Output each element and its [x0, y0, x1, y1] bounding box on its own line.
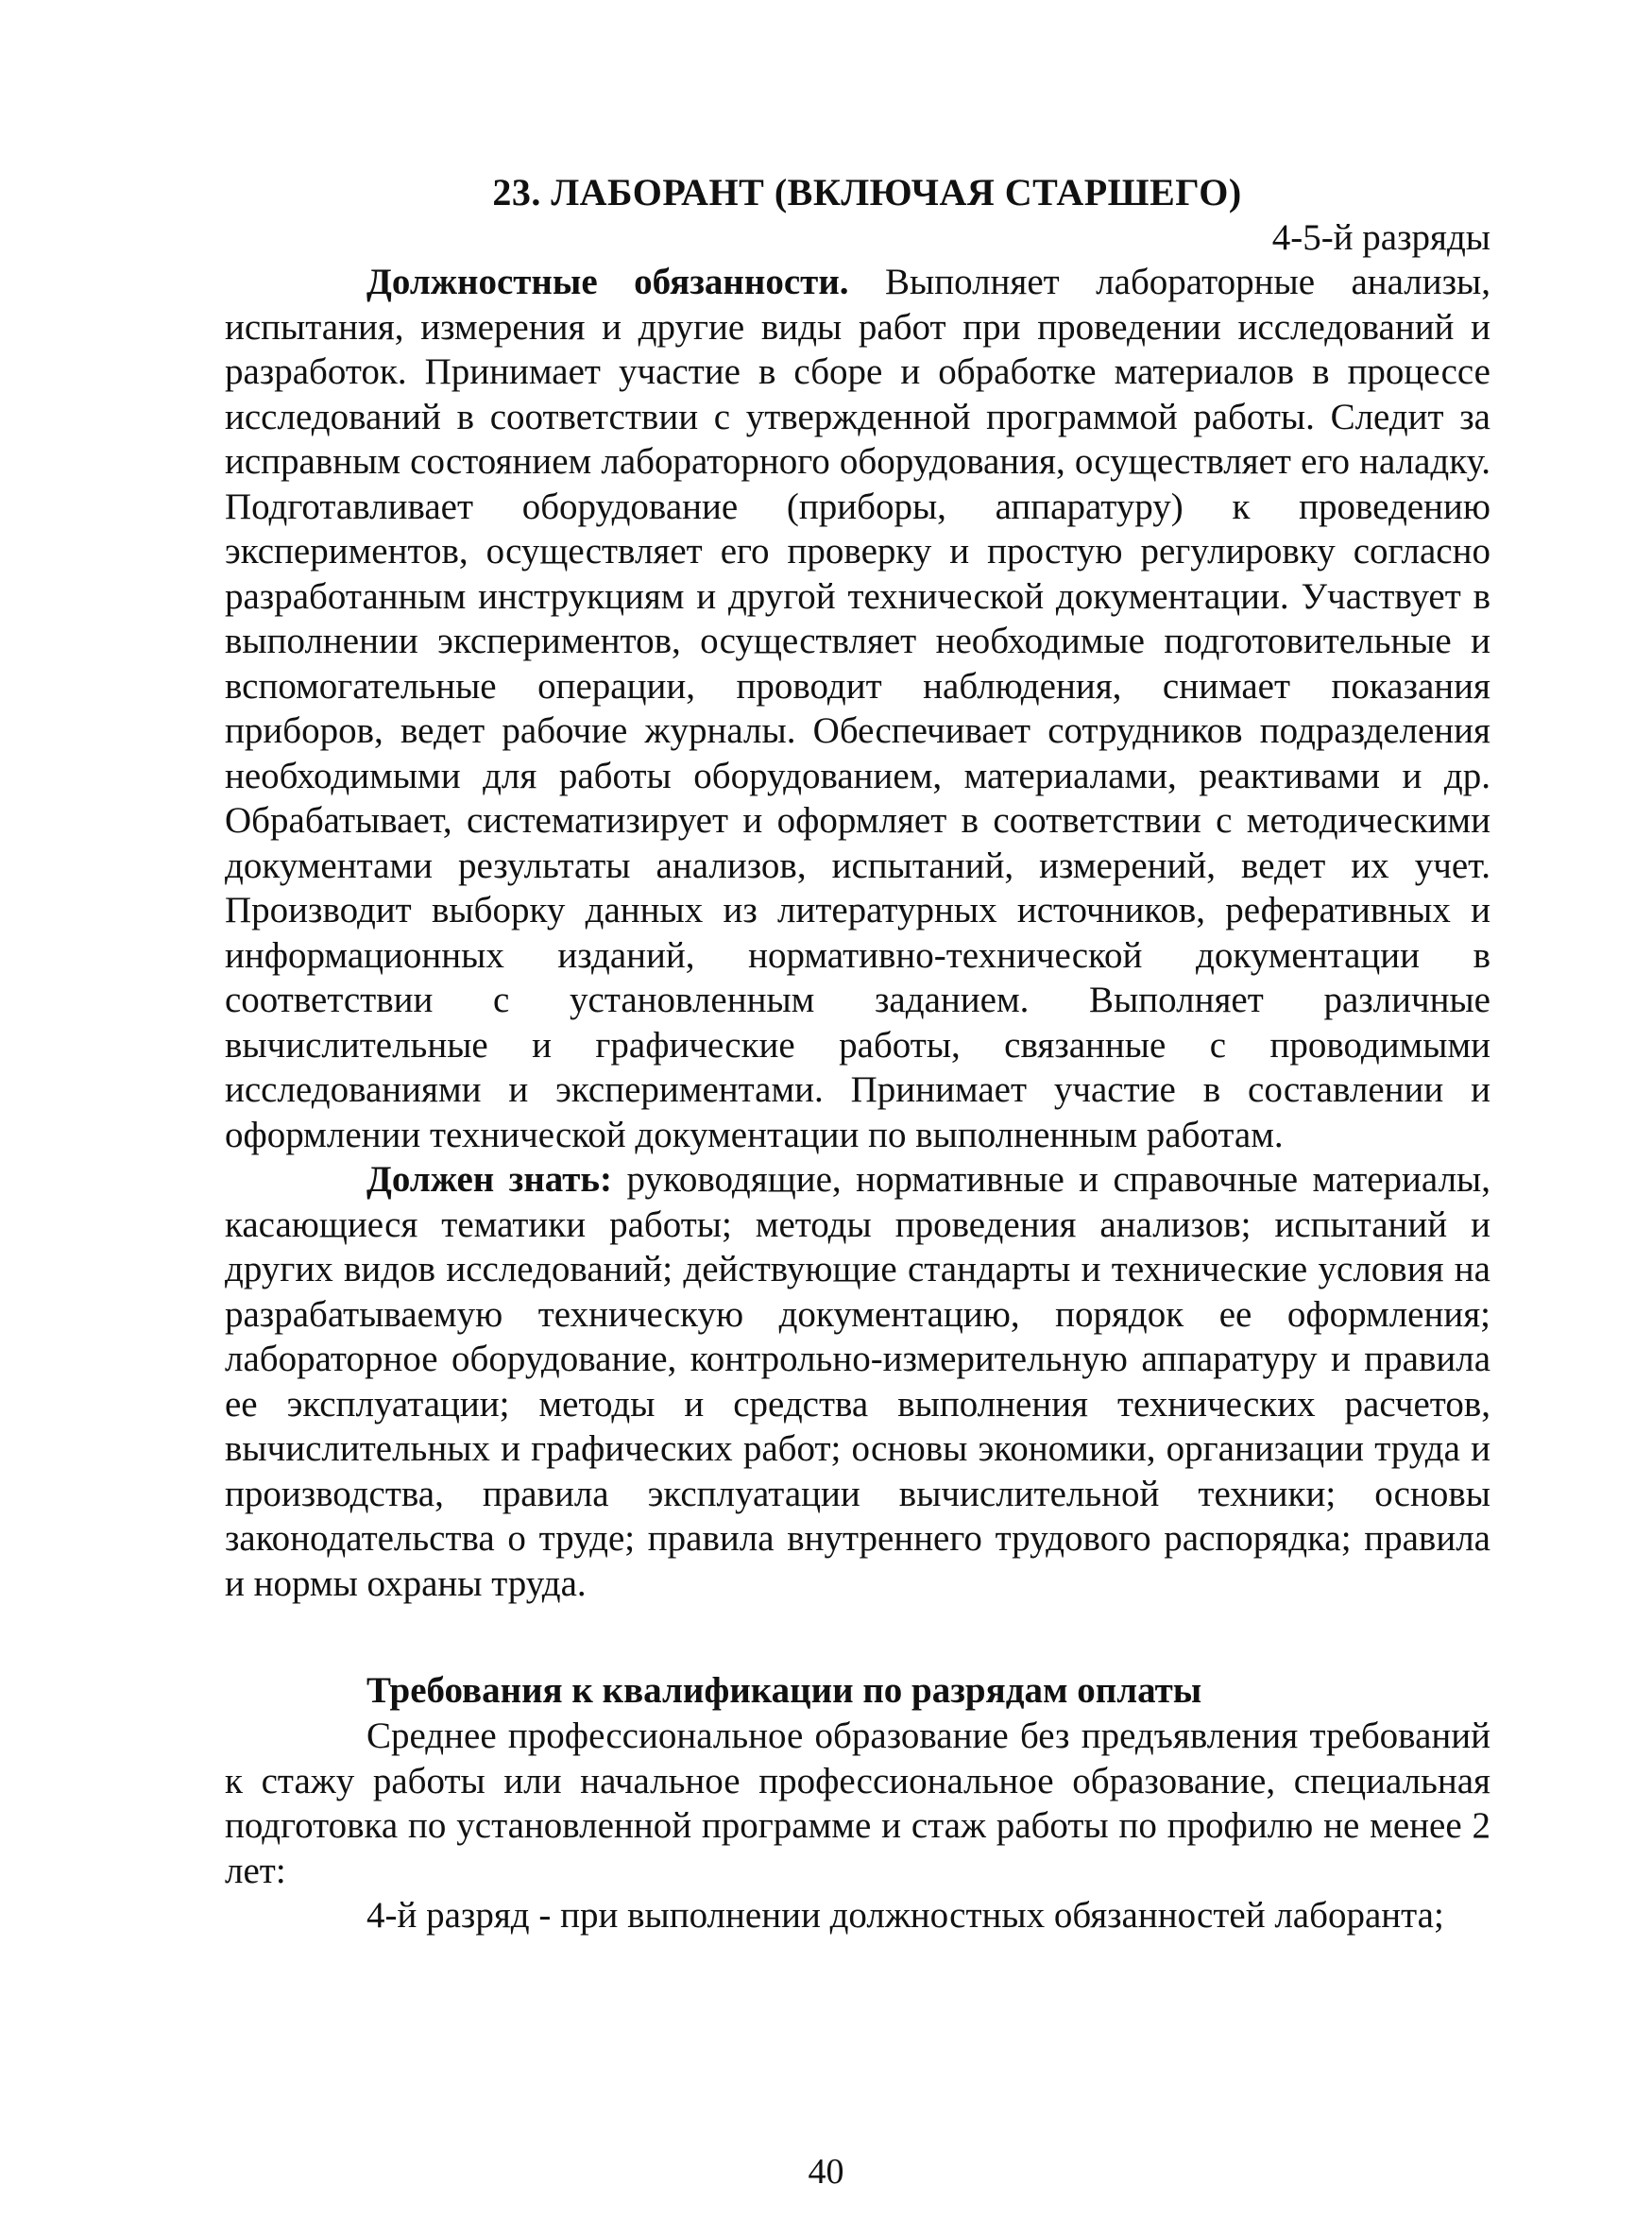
document-page — [225, 170, 1490, 1938]
page-number: 40 — [808, 2152, 844, 2192]
duties-paragraph — [225, 260, 1490, 1157]
requirements-heading: Требования к квалификации по разрядам оплаты — [366, 1670, 1202, 1711]
requirements-paragraph: Среднее профессиональное образование без предъявления требований к стажу работы или начальное профессиональное образование, специальная подготовка по установленной программе и стаж работы по профилю не менее 2 лет: — [225, 1715, 1490, 1891]
duties-lead: Должностные обязанности. — [366, 262, 849, 302]
knowledge-paragraph — [225, 1157, 1490, 1606]
section-title: 23. ЛАБОРАНТ (ВКЛЮЧАЯ СТАРШЕГО) — [492, 171, 1242, 213]
duties-text: Выполняет лабораторные анализы, испытания, измерения и другие виды работ при проведении исследований и разработок. Принимает участие в сборе и обработке материалов в процессе исследований в соответствии с утвержденной программой работы. Следит за исправным состоянием лабораторного оборудования, осуществляет его наладку. Подготавливает оборудование (приборы, аппаратуру) к проведению экспериментов, осуществляет его проверку и простую регулировку согласно разработанным инструкциям и другой технической документации. Участвует в выполнении экспериментов, осуществляет необходимые подготовительные и вспомогательные операции, проводит наблюдения, снимает показания приборов, ведет рабочие журналы. Обеспечивает сотрудников подразделения необходимыми для работы оборудованием, материалами, реактивами и др. Обрабатывает, систематизирует и оформляет в соответствии с методическими документами результаты анализов, испытаний, измерений, ведет их учет. Производит выборку данных из литературных источников, реферативных и информационных изданий, нормативно-технической документации в соответствии с установленным заданием. Выполняет различные вычислительные и графические работы, связанные с проводимыми исследованиями и экспериментами. Принимает участие в составлении и оформлении технической документации по выполненным работам. — [225, 262, 1490, 1155]
knowledge-lead: Должен знать: — [366, 1159, 613, 1200]
grade-range: 4-5-й разряды — [1271, 217, 1490, 258]
knowledge-text: руководящие, нормативные и справочные материалы, касающиеся тематики работы; методы проведения анализов; испытаний и других видов исследований; действующие стандарты и технические условия на разрабатываемую техническую документацию, порядок ее оформления; лабораторное оборудование, контрольно-измерительную аппаратуру и правила ее эксплуатации; методы и средства выполнения технических расчетов, вычислительных и графических работ; основы экономики, организации труда и производства, правила эксплуатации вычислительной техники; основы законодательства о труде; правила внутреннего трудового распорядка; правила и нормы охраны труда. — [225, 1159, 1490, 1604]
grade4-paragraph: 4-й разряд - при выполнении должностных обязанностей лаборанта; — [366, 1895, 1444, 1936]
